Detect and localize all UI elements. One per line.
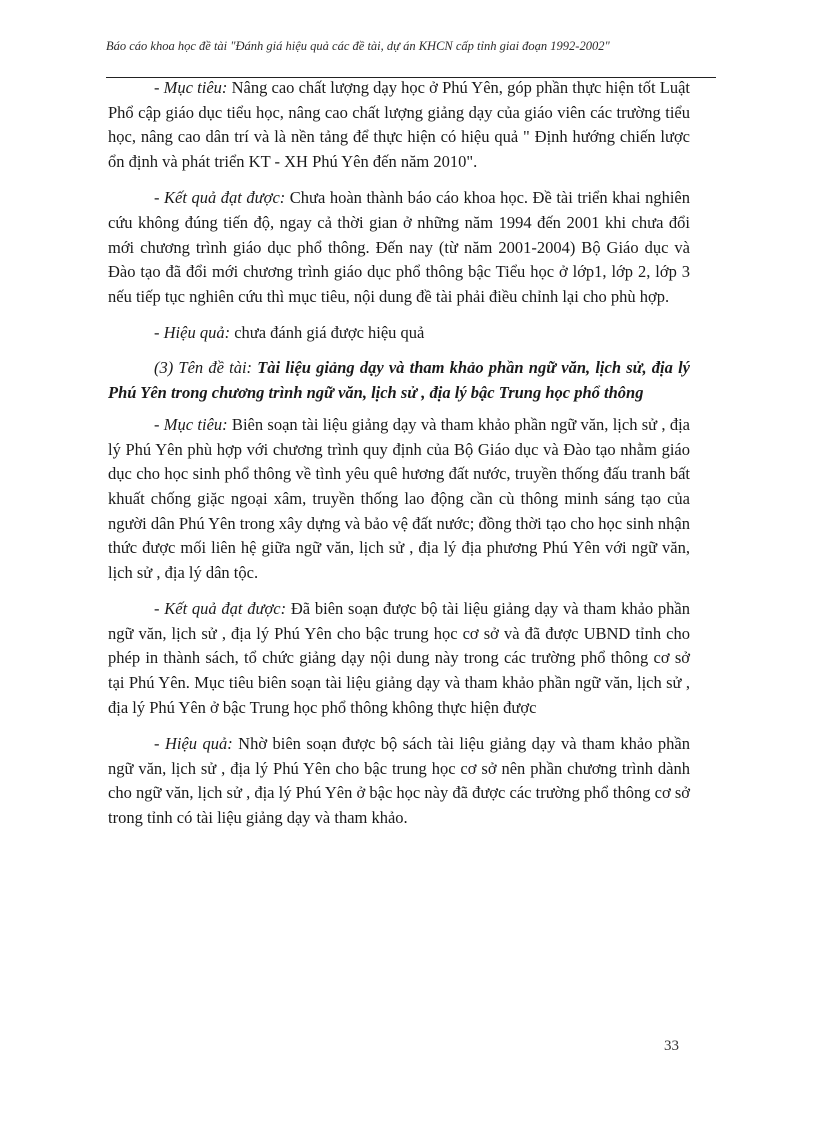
running-header: Báo cáo khoa học đề tài "Đánh giá hiệu quả các đề tài, dự án KHCN cấp tỉnh giai đoạn 1992-2002": [106, 39, 610, 53]
project-3-name: Tài liệu giảng dạy và tham khảo phần ngữ văn, lịch sử, địa lý Phú Yên trong chương trình ngữ văn, lịch sử , địa lý bậc Trung học phổ thông: [108, 357, 690, 402]
page-number: 33: [664, 1038, 679, 1054]
text-muc-tieu-1: Nâng cao chất lượng dạy học ở Phú Yên, góp phần thực hiện tốt Luật Phổ cập giáo dục tiểu học, nâng cao chất lượng giảng dạy của giáo viên các trường tiểu học, nâng cao dân trí và là nền tảng để thực hiện có hiệu quả " Định hướng chiến lược ổn định và phát triển KT - XH Phú Yên đến năm 2010".: [108, 78, 690, 171]
label-ket-qua-2: - Kết quả đạt được:: [154, 599, 287, 619]
text-muc-tieu-2: Biên soạn tài liệu giảng dạy và tham khảo phần ngữ văn, lịch sử , địa lý Phú Yên phù hợp với chương trình quy định của Bộ Giáo dục và Đào tạo nhằm giáo dục cho học sinh phổ thông về tình yêu quê hương đất nước, truyền thống đấu tranh bất khuất chống giặc ngoại xâm, truyền thống lao động cần cù thông minh sáng tạo của người dân Phú Yên trong xây dựng và bảo vệ đất nước; đồng thời tạo cho học sinh nhận thức được mối liên hệ giữa ngữ văn, lịch sử , địa lý địa phương Phú Yên với ngữ văn, lịch sử , địa lý dân tộc.: [108, 415, 690, 582]
paragraph-muc-tieu-2: [108, 413, 690, 585]
paragraph-hieu-qua-1: [108, 321, 690, 346]
text-hieu-qua-2: Nhờ biên soạn được bộ sách tài liệu giảng dạy và tham khảo phần ngữ văn, lịch sử , địa lý Phú Yên cho bậc trung học cơ sở nên phần chương trình dành cho ngữ văn, lịch sử , địa lý Phú Yên ở bậc học này đã được các trường phổ thông cơ sở trong tỉnh có tài liệu giảng dạy và tham khảo.: [108, 734, 690, 828]
label-hieu-qua-1: - Hiệu quả:: [154, 323, 231, 343]
label-ket-qua-1: - Kết quả đạt được:: [154, 188, 286, 208]
paragraph-hieu-qua-2: [108, 732, 690, 830]
label-hieu-qua-2: - Hiệu quả:: [154, 734, 233, 754]
project-3-title: [108, 356, 690, 405]
paragraph-muc-tieu-1: [108, 76, 690, 174]
label-muc-tieu-1: - Mục tiêu:: [154, 78, 228, 97]
text-ket-qua-2: Đã biên soạn được bộ tài liệu giảng dạy và tham khảo phần ngữ văn, lịch sử , địa lý Phú Yên cho bậc trung học cơ sở và đã được UBND tỉnh cho phép in thành sách, tổ chức giảng dạy nội dung này trong các trường phổ thông cơ sở tại Phú Yên. Mục tiêu biên soạn tài liệu giảng dạy và tham khảo phần ngữ văn, lịch sử , địa lý Phú Yên ở bậc Trung học phổ thông không thực hiện được: [108, 599, 690, 717]
paragraph-ket-qua-2: [108, 597, 690, 720]
text-ket-qua-1: Chưa hoàn thành báo cáo khoa học. Đề tài triển khai nghiên cứu không đúng tiến độ, ngay cả thời gian ở những năm 1994 đến 2001 khi chưa đổi mới chương trình giáo dục phổ thông. Đến nay (từ năm 2001-2004) Bộ Giáo dục và Đào tạo đã đổi mới chương trình giáo dục phổ thông bậc Tiểu học ở lớp1, lớp 2, lớp 3 nếu tiếp tục nghiên cứu thì mục tiêu, nội dung đề tài phải điều chỉnh lại cho phù hợp.: [108, 188, 690, 306]
project-3-prefix: (3) Tên đề tài:: [154, 357, 253, 377]
body-text: [108, 76, 690, 831]
paragraph-ket-qua-1: [108, 186, 690, 309]
label-muc-tieu-2: - Mục tiêu:: [154, 415, 228, 435]
text-hieu-qua-1: chưa đánh giá được hiệu quả: [230, 323, 425, 343]
